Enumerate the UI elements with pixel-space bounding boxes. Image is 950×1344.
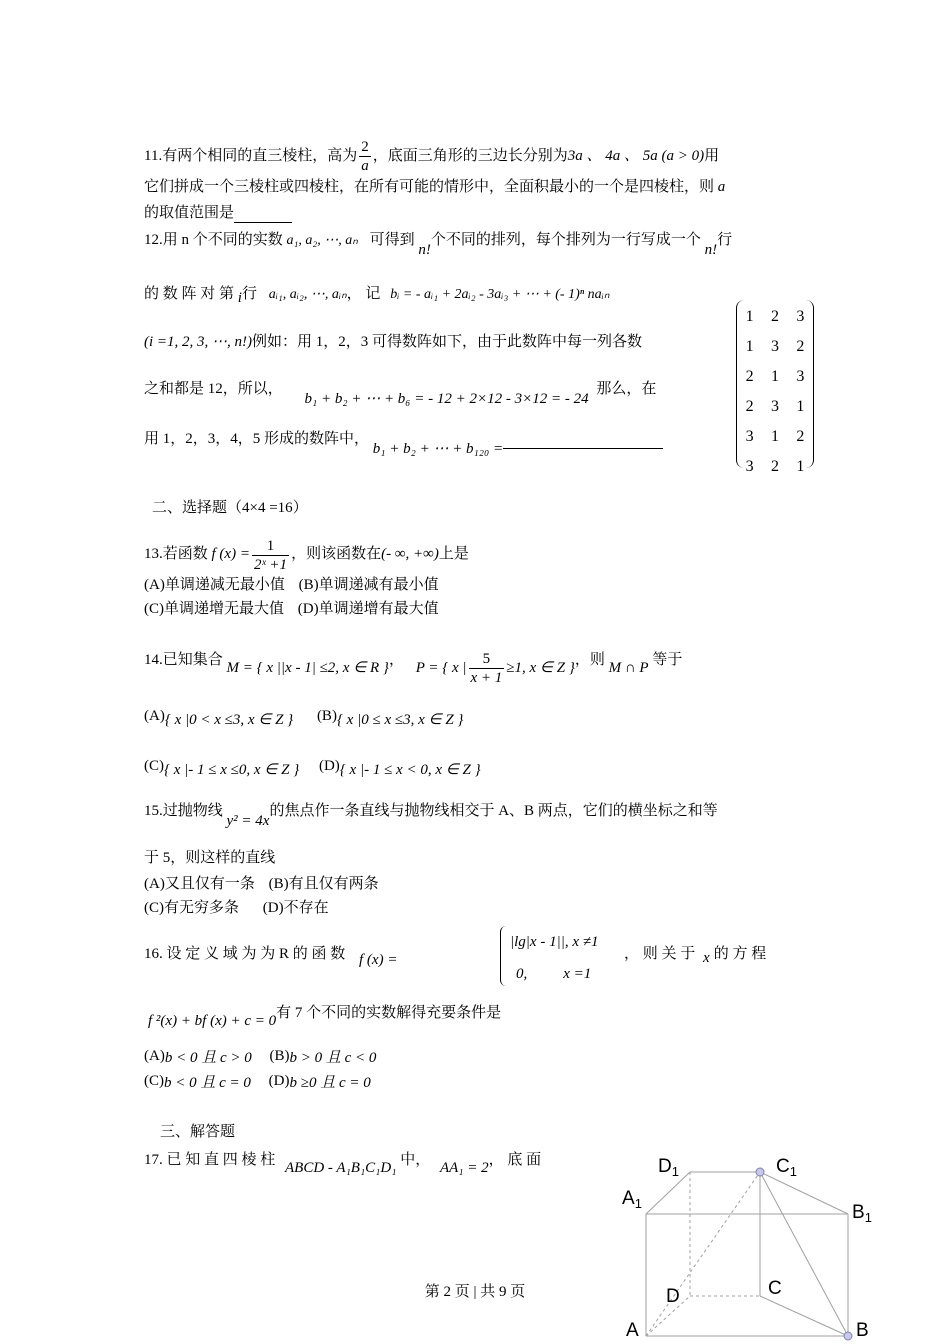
q11-height-fraction: $\frac{2}{a}$ xyxy=(361,139,369,174)
matrix-row: 3 2 1 xyxy=(745,458,805,475)
q14-option-c: { x |- 1 ≤ x ≤0, x ∈ Z } xyxy=(164,762,300,778)
matrix-row: 1 2 3 xyxy=(745,308,805,325)
q16-option-b: b > 0 且 c < 0 xyxy=(289,1050,377,1066)
q11-line3: 的取值范围是 xyxy=(144,202,292,223)
q14-option-d: { x |- 1 ≤ x < 0, x ∈ Z } xyxy=(339,762,481,778)
matrix-row: 2 1 3 xyxy=(745,368,805,385)
q12-line4: 之和都是 12，所以， b₁ + b₂ + ⋯ + b₆ = - 12 + 2×12 - 3×12 = - 24 那么，在 xyxy=(144,381,657,407)
q16-case2: 0, x =1 xyxy=(516,966,592,982)
q16-options-row2: (C)b < 0 且 c = 0 (D)b ≥0 且 c = 0 xyxy=(144,1073,371,1091)
q13-fraction: $\frac{1}{\text{2ˣ +1}}$ xyxy=(253,538,288,573)
q14-options-row2: (C){ x |- 1 ≤ x ≤0, x ∈ Z } (D){ x |- 1 ≤ x < 0, x ∈ Z } xyxy=(144,758,481,778)
label-d1: $D_1$ xyxy=(658,1156,679,1179)
label-a1: $A_1$ xyxy=(622,1188,642,1211)
q16-options-row1: (A)b < 0 且 c > 0 (B)b > 0 且 c < 0 xyxy=(144,1048,377,1066)
q12-answer-blank xyxy=(503,428,663,449)
q16-piecewise-brace xyxy=(500,926,507,986)
q15-option-c: (C)有无穷多条 xyxy=(144,900,239,916)
label-b1: $B_1$ xyxy=(852,1202,872,1225)
section3-title: 三、解答题 xyxy=(160,1124,236,1140)
diagonal-c1b xyxy=(760,1172,848,1336)
q13-option-c: (C)单调递增无最大值 xyxy=(144,601,284,617)
edge-cb xyxy=(760,1296,848,1336)
q12-line1: 12.用 n 个不同的实数 a₁, a₂, ⋯, aₙ 可得到 n!个不同的排列，每个排列为一行写成一个 n!行 xyxy=(144,232,733,258)
label-c1: $C_1$ xyxy=(776,1156,797,1179)
label-b: B xyxy=(856,1320,869,1341)
q16-stem-tail: ， 则 关 于 x 的 方 程 xyxy=(624,946,767,966)
q15-option-d: (D)不存在 xyxy=(262,900,329,916)
q13-option-a: (A)单调递减无最小值 xyxy=(144,577,285,593)
q14-option-a: { x |0 < x ≤3, x ∈ Z } xyxy=(164,712,294,728)
q11-answer-blank xyxy=(234,202,292,223)
page-footer: 第 2 页 | 共 9 页 xyxy=(424,1284,526,1300)
q11-line2: 它们拼成一个三棱柱或四棱柱，在所有可能的情形中，全面积最小的一个是四棱柱，则 a xyxy=(144,179,726,195)
point-b-marker xyxy=(844,1332,852,1340)
label-c: C xyxy=(768,1278,782,1299)
q16-stem: 16. 设 定 义 域 为 为 R 的 函 数 f (x) = xyxy=(144,946,398,968)
q15-options-row2 xyxy=(144,898,329,918)
q12-line3: (i =1, 2, 3, ⋯, n!)例如：用 1，2，3 可得数阵如下，由于此数阵中每一列各数 xyxy=(144,334,643,350)
prism-figure xyxy=(600,1150,900,1344)
q12-line2: 的 数 阵 对 第 i行 aᵢ₁, aᵢ₂, ⋯, aᵢₙ， 记 bᵢ = - aᵢ₁ + 2aᵢ₂ - 3aᵢ₃ + ⋯ + (- 1)ⁿ naᵢₙ xyxy=(144,286,610,306)
q15-line2: 于 5，则这样的直线 xyxy=(144,850,276,866)
q14-options-row1: (A){ x |0 < x ≤3, x ∈ Z } (B){ x |0 ≤ x ≤3, x ∈ Z } xyxy=(144,708,464,728)
q14-stem: 14.已知集合 M = { x ||x - 1| ≤2, x ∈ R }， P = { x | $\frac{5}{x + 1}$ ≥1, x ∈ Z }，则 M ∩ P 等于 xyxy=(144,651,683,686)
diagonal-ac1-hidden xyxy=(646,1172,760,1336)
q15-stem: 15.过抛物线 y² = 4x的焦点作一条直线与抛物线相交于 A、B 两点，它们的横坐标之和等 xyxy=(144,803,718,829)
q16-option-d: b ≥0 且 c = 0 xyxy=(289,1075,371,1091)
q15-option-a: (A)又且仅有一条 xyxy=(144,876,255,892)
label-d: D xyxy=(666,1286,680,1307)
matrix-row: 3 1 2 xyxy=(745,428,805,445)
q13-options-row1 xyxy=(144,575,439,595)
edge-c1b1 xyxy=(760,1172,848,1214)
q12-line5: 用 1，2，3，4，5 形成的数阵中， b₁ + b₂ + ⋯ + b₁₂₀ = xyxy=(144,428,663,449)
q13-option-d: (D)单调递增有最大值 xyxy=(297,601,439,617)
q15-options-row1 xyxy=(144,874,379,894)
section2-title: 二、选择题（4×4 =16） xyxy=(152,500,308,516)
q16-line2: f ²(x) + bf (x) + c = 0有 7 个不同的实数解得充要条件是 xyxy=(148,1005,502,1029)
q17-stem: 17. 已 知 直 四 棱 柱 ABCD - A₁B₁C₁D₁ 中， AA₁ = 2， 底 面 xyxy=(144,1152,542,1176)
q13-stem: 13.若函数 f (x) = $\frac{1}{\text{2ˣ +1}}$ ，则该函数在(- ∞, +∞)上是 xyxy=(144,538,469,573)
point-c1-marker xyxy=(756,1168,764,1176)
q16-case1: |lg|x - 1||, x ≠1 xyxy=(510,934,599,950)
q16-option-c: b < 0 且 c = 0 xyxy=(164,1075,251,1091)
label-a: A xyxy=(626,1320,639,1341)
q15-option-b: (B)有且仅有两条 xyxy=(268,876,379,892)
q16-option-a: b < 0 且 c > 0 xyxy=(164,1050,252,1066)
q14-fraction: $\frac{5}{x + 1}$ xyxy=(470,651,503,686)
matrix-row: 2 3 1 xyxy=(745,398,805,415)
q13-options-row2 xyxy=(144,599,439,619)
example-matrix xyxy=(736,300,814,475)
q13-option-b: (B)单调递减有最小值 xyxy=(298,577,439,593)
q11-line1: 11.有两个相同的直三棱柱，高为 $\frac{2}{a}$ ，底面三角形的三边长分别为3a 、 4a 、 5a (a > 0)用 xyxy=(144,139,720,174)
q14-option-b: { x |0 ≤ x ≤3, x ∈ Z } xyxy=(336,712,464,728)
matrix-row: 1 3 2 xyxy=(745,338,805,355)
